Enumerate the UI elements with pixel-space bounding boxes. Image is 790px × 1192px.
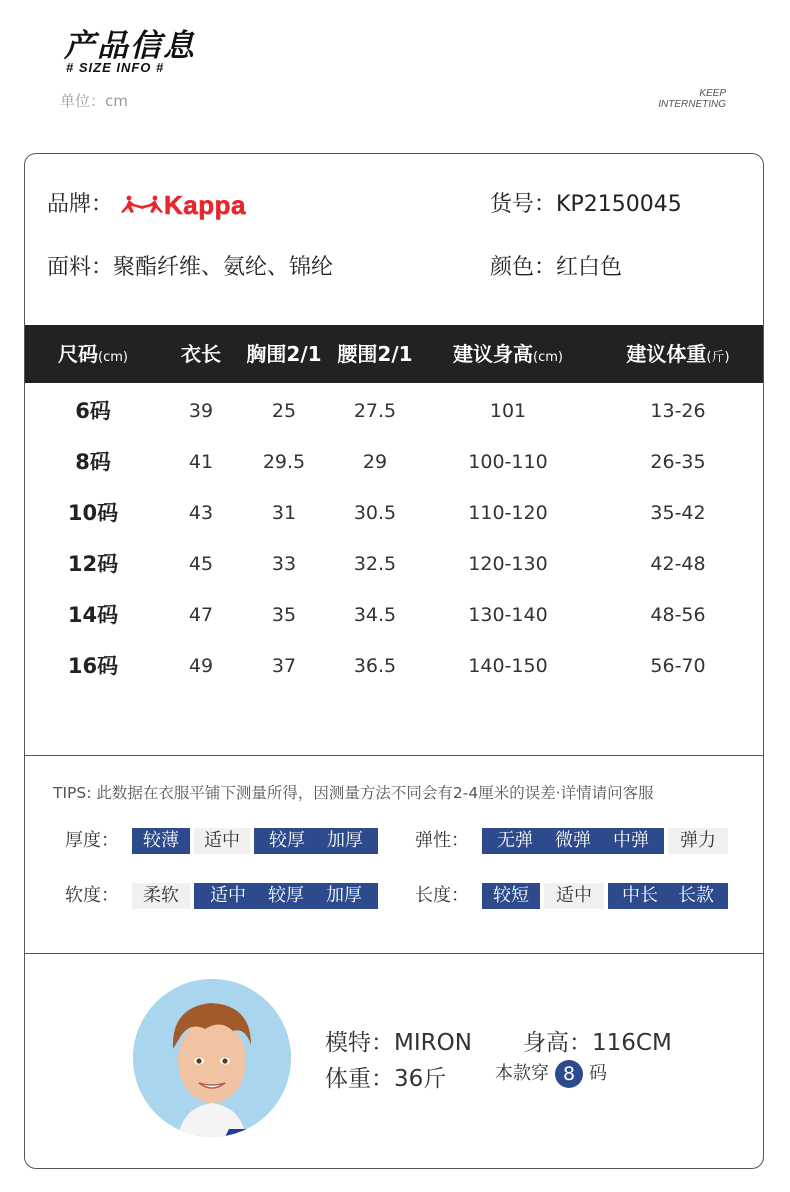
model-avatar	[133, 979, 291, 1137]
softness-option-2: 适中	[210, 885, 246, 906]
table-cell: 35	[271, 604, 297, 626]
table-cell: 130-140	[468, 604, 548, 626]
table-cell: 25	[271, 400, 297, 422]
kappa-logo	[120, 190, 246, 221]
length-options-3-4	[608, 883, 728, 909]
table-row	[25, 386, 764, 437]
header-length: 衣长	[181, 342, 221, 366]
size-table-header	[25, 325, 764, 383]
header-waist: 腰围2/1	[337, 342, 413, 366]
model-portrait-icon	[133, 979, 291, 1137]
table-row	[25, 590, 764, 641]
table-cell: 37	[271, 655, 297, 677]
elasticity-option-2: 微弹	[555, 830, 591, 851]
material-value: 聚酯纤维、氨纶、锦纶	[113, 255, 334, 280]
table-cell: 6码	[75, 399, 111, 423]
model-divider	[25, 953, 764, 954]
kappa-figures-icon	[120, 195, 164, 215]
table-cell: 101	[489, 400, 527, 422]
softness-label: 软度：	[65, 885, 119, 906]
length-option-4: 长款	[678, 885, 714, 906]
table-row	[25, 539, 764, 590]
thickness-option-3: 较厚	[269, 830, 305, 851]
size-info-card	[24, 153, 764, 1169]
thickness-option-2: 适中	[194, 828, 250, 854]
color-value: 红白色	[556, 255, 623, 280]
elasticity-option-1: 无弹	[497, 830, 533, 851]
keep-line-2: INTERNETING	[658, 99, 726, 110]
table-cell: 14码	[67, 603, 119, 627]
length-option-3: 中长	[622, 885, 658, 906]
length-option-1: 较短	[482, 883, 540, 909]
table-cell: 110-120	[468, 502, 548, 524]
header-weight: 建议体重(斤)	[626, 342, 730, 366]
wear-size-badge: 8	[555, 1060, 583, 1088]
kappa-wordmark: Kappa	[164, 189, 246, 220]
material-label: 面料：	[47, 255, 114, 280]
thickness-label: 厚度：	[65, 830, 119, 851]
table-cell: 33	[271, 553, 297, 575]
table-cell: 100-110	[468, 451, 548, 473]
table-cell: 29.5	[262, 451, 306, 473]
table-cell: 39	[188, 400, 214, 422]
table-cell: 56-70	[650, 655, 706, 677]
table-row	[25, 437, 764, 488]
table-cell: 45	[188, 553, 214, 575]
table-cell: 35-42	[650, 502, 706, 524]
table-cell: 42-48	[650, 553, 706, 575]
item-no-value: KP2150045	[556, 192, 682, 217]
model-wear-size: 本款穿 8 码	[495, 1059, 607, 1088]
table-cell: 140-150	[468, 655, 548, 677]
table-cell: 32.5	[353, 553, 397, 575]
table-cell: 26-35	[650, 451, 706, 473]
table-cell: 34.5	[353, 604, 397, 626]
brand-row	[47, 187, 246, 221]
unit-note: 单位：cm	[60, 92, 128, 110]
softness-option-4: 加厚	[326, 885, 362, 906]
page-subtitle: # SIZE INFO #	[66, 60, 165, 75]
softness-options-2-4	[194, 883, 378, 909]
thickness-option-4: 加厚	[327, 830, 363, 851]
softness-option-1: 柔软	[132, 883, 190, 909]
page-title: 产品信息	[64, 28, 196, 64]
material-row	[47, 250, 333, 281]
model-height: 身高：116CM	[523, 1030, 672, 1056]
elasticity-label: 弹性：	[415, 830, 469, 851]
thickness-options-3-4	[254, 828, 378, 854]
model-weight: 体重：36斤	[325, 1066, 447, 1092]
elasticity-option-3: 中弹	[613, 830, 649, 851]
keep-interneting-tag	[648, 88, 726, 110]
table-cell: 8码	[75, 450, 111, 474]
table-cell: 10码	[67, 501, 119, 525]
table-cell: 36.5	[353, 655, 397, 677]
table-row	[25, 488, 764, 539]
item-no-label: 货号：	[490, 192, 557, 217]
table-cell: 16码	[67, 654, 119, 678]
elasticity-option-4: 弹力	[668, 828, 728, 854]
table-cell: 13-26	[650, 400, 706, 422]
table-cell: 43	[188, 502, 214, 524]
table-cell: 30.5	[353, 502, 397, 524]
table-cell: 29	[362, 451, 388, 473]
header-chest: 胸围2/1	[246, 342, 322, 366]
thickness-option-1: 较薄	[132, 828, 190, 854]
table-cell: 31	[271, 502, 297, 524]
table-cell: 41	[188, 451, 214, 473]
table-cell: 27.5	[353, 400, 397, 422]
header-size: 尺码(cm)	[58, 342, 128, 366]
item-no-row	[490, 187, 682, 218]
softness-option-3: 较厚	[268, 885, 304, 906]
keep-line-1: KEEP	[699, 88, 726, 99]
table-cell: 12码	[67, 552, 119, 576]
tips-text: TIPS: 此数据在衣服平铺下测量所得，因测量方法不同会有2-4厘米的误差·详情请问客服	[53, 784, 654, 802]
table-cell: 49	[188, 655, 214, 677]
header-height: 建议身高(cm)	[453, 342, 563, 366]
table-cell: 48-56	[650, 604, 706, 626]
brand-label: 品牌：	[47, 192, 114, 217]
length-option-2: 适中	[544, 883, 604, 909]
table-cell: 47	[188, 604, 214, 626]
tips-divider	[25, 755, 764, 756]
color-row	[490, 250, 622, 281]
model-name: 模特：MIRON	[325, 1030, 472, 1056]
length-label: 长度：	[415, 885, 469, 906]
table-cell: 120-130	[468, 553, 548, 575]
color-label: 颜色：	[490, 255, 557, 280]
table-row	[25, 641, 764, 692]
elasticity-options-1-3	[482, 828, 664, 854]
